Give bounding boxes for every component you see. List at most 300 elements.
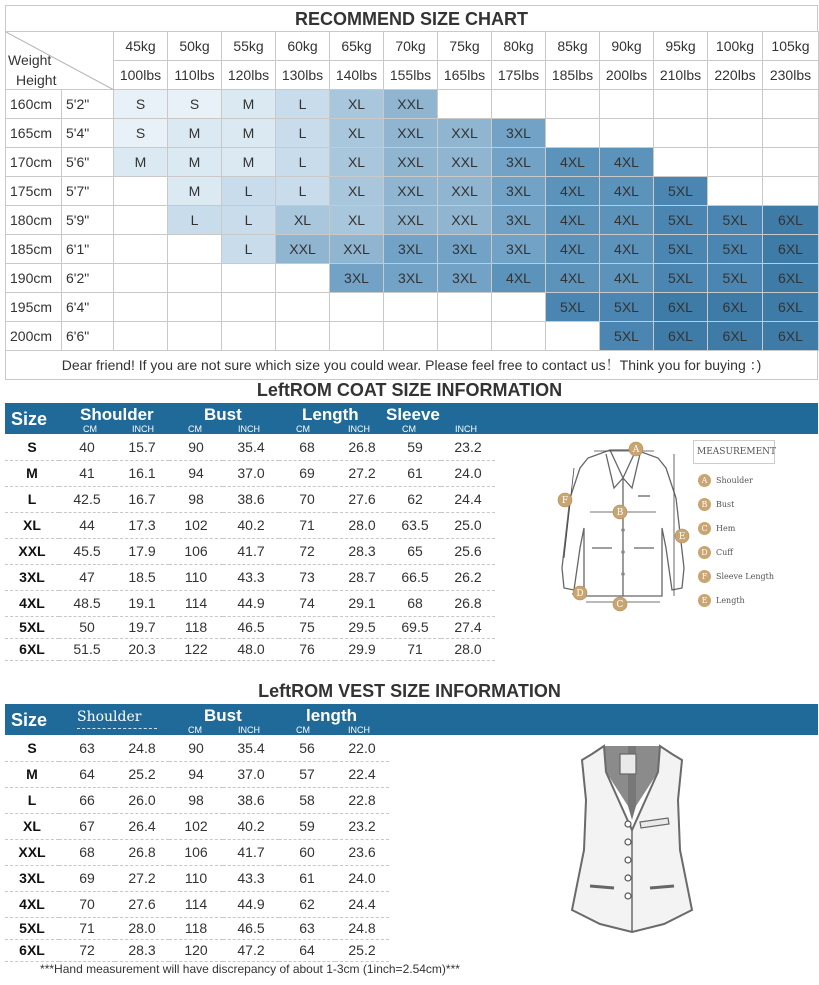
measure-value: 16.1 [115, 460, 169, 486]
height-label: Height [16, 72, 57, 88]
table-row [5, 590, 495, 616]
measure-value: 57 [279, 761, 335, 787]
measure-value: 76 [279, 638, 335, 660]
size-cell: 3XL [492, 148, 546, 177]
table-row [5, 460, 495, 486]
size-cell: 3XL [492, 206, 546, 235]
measure-value: 73 [279, 564, 335, 590]
size-label: XXL [5, 839, 59, 865]
height-cm: 180cm [6, 206, 62, 235]
measure-value: 42.5 [59, 486, 115, 512]
measure-value: 26.0 [115, 787, 169, 813]
coat-header-sleeve: Sleeve [386, 405, 440, 424]
size-cell: 5XL [546, 293, 600, 322]
measure-value: 24.0 [335, 865, 389, 891]
weight-lbs-header: 110lbs [168, 61, 222, 90]
measure-value: 71 [279, 512, 335, 538]
recommend-row [6, 235, 819, 264]
measure-value: 48.0 [223, 638, 279, 660]
size-cell: 6XL [763, 235, 819, 264]
coat-header-bust: Bust [204, 405, 242, 424]
size-cell: 4XL [600, 206, 654, 235]
measure-value: 26.4 [115, 813, 169, 839]
measure-value: 102 [169, 512, 223, 538]
recommend-note: Dear friend! If you are not sure which size you could wear. Please feel free to contact us！Think you for buying ：) [5, 351, 818, 380]
size-cell: 4XL [546, 206, 600, 235]
height-in: 6'6" [62, 322, 114, 351]
measure-value: 110 [169, 865, 223, 891]
size-cell: XXL [384, 177, 438, 206]
vest-unit-cm: CM [296, 725, 310, 735]
size-cell [114, 235, 168, 264]
weight-lbs-header: 155lbs [384, 61, 438, 90]
measure-value: 114 [169, 590, 223, 616]
measure-value: 24.4 [335, 891, 389, 917]
size-cell [600, 90, 654, 119]
measure-value: 24.8 [115, 735, 169, 761]
measure-value: 27.4 [441, 616, 495, 638]
size-cell [384, 322, 438, 351]
size-cell [438, 90, 492, 119]
measure-value: 48.5 [59, 590, 115, 616]
coat-unit-cm: CM [402, 424, 416, 434]
size-cell [708, 177, 763, 206]
measure-value: 17.3 [115, 512, 169, 538]
size-cell: XL [330, 148, 384, 177]
measure-value: 69 [279, 460, 335, 486]
weight-kg-header: 90kg [600, 32, 654, 61]
measure-value: 64 [279, 939, 335, 961]
vest-header-size: Size [11, 710, 48, 730]
measure-value: 25.2 [115, 761, 169, 787]
coat-table [5, 434, 495, 661]
height-in: 6'2" [62, 264, 114, 293]
size-cell [708, 148, 763, 177]
size-cell: 5XL [654, 264, 708, 293]
legend-label: Sleeve Length [716, 572, 774, 582]
measure-value: 15.7 [115, 434, 169, 460]
size-cell [168, 235, 222, 264]
measure-value: 67 [59, 813, 115, 839]
coat-unit-inch: INCH [132, 424, 154, 434]
size-cell: 6XL [708, 322, 763, 351]
size-cell: M [114, 148, 168, 177]
height-cm: 170cm [6, 148, 62, 177]
height-cm: 175cm [6, 177, 62, 206]
legend-letter: E [698, 594, 711, 607]
size-cell: XXL [330, 235, 384, 264]
size-cell: XXL [438, 177, 492, 206]
size-cell: XXL [438, 148, 492, 177]
measure-value: 122 [169, 638, 223, 660]
table-row [5, 434, 495, 460]
measure-value: 25.0 [441, 512, 495, 538]
measure-value: 22.8 [335, 787, 389, 813]
measure-value: 23.2 [441, 434, 495, 460]
measure-value: 59 [389, 434, 441, 460]
size-cell [438, 322, 492, 351]
table-row [5, 891, 495, 917]
measure-value: 41.7 [223, 538, 279, 564]
measure-value: 61 [279, 865, 335, 891]
size-cell: M [168, 177, 222, 206]
measure-value: 28.7 [335, 564, 389, 590]
measure-value: 44 [59, 512, 115, 538]
legend-label: Hem [716, 524, 736, 534]
legend-letter: C [698, 522, 711, 535]
weight-kg-header: 80kg [492, 32, 546, 61]
measure-value: 23.6 [335, 839, 389, 865]
size-cell [114, 206, 168, 235]
measure-value: 64 [59, 761, 115, 787]
size-cell: 5XL [708, 264, 763, 293]
size-label: 3XL [5, 564, 59, 590]
size-label: 5XL [5, 616, 59, 638]
size-cell [276, 264, 330, 293]
size-cell [114, 322, 168, 351]
measure-value: 23.2 [335, 813, 389, 839]
size-cell [600, 119, 654, 148]
measure-value: 19.7 [115, 616, 169, 638]
size-cell [763, 177, 819, 206]
size-cell: 4XL [546, 264, 600, 293]
coat-header-bar [5, 403, 818, 434]
size-cell: 4XL [492, 264, 546, 293]
coat-header-shoulder: Shoulder [80, 405, 154, 424]
measure-value: 27.2 [115, 865, 169, 891]
marker-d-label: D [576, 589, 584, 599]
size-cell: L [168, 206, 222, 235]
measure-value: 98 [169, 787, 223, 813]
measure-value: 63.5 [389, 512, 441, 538]
recommend-row [6, 206, 819, 235]
measure-value: 38.6 [223, 787, 279, 813]
table-row [5, 865, 495, 891]
measure-value: 17.9 [115, 538, 169, 564]
legend-item [698, 472, 788, 488]
size-cell [276, 322, 330, 351]
measure-value: 69 [59, 865, 115, 891]
vest-figure [568, 740, 696, 936]
coat-header-length: Length [302, 405, 359, 424]
recommend-row [6, 119, 819, 148]
measure-value: 46.5 [223, 616, 279, 638]
size-cell: L [276, 90, 330, 119]
measure-value: 18.5 [115, 564, 169, 590]
measure-value: 69.5 [389, 616, 441, 638]
legend-item [698, 544, 788, 560]
measure-value: 68 [389, 590, 441, 616]
measure-value: 50 [59, 616, 115, 638]
measure-value: 47 [59, 564, 115, 590]
size-cell [222, 293, 276, 322]
recommend-grid [5, 31, 819, 351]
measure-value: 40 [59, 434, 115, 460]
size-cell [330, 322, 384, 351]
measure-value: 43.3 [223, 865, 279, 891]
size-label: XL [5, 512, 59, 538]
measure-value: 94 [169, 761, 223, 787]
measure-value: 51.5 [59, 638, 115, 660]
size-cell: L [276, 177, 330, 206]
recommend-row [6, 322, 819, 351]
table-row [5, 538, 495, 564]
coat-unit-inch: INCH [348, 424, 370, 434]
weight-kg-header: 100kg [708, 32, 763, 61]
size-cell: 4XL [600, 177, 654, 206]
coat-diagram [550, 438, 690, 618]
size-cell [114, 293, 168, 322]
recommend-title: RECOMMEND SIZE CHART [5, 5, 818, 31]
size-cell: 3XL [330, 264, 384, 293]
weight-lbs-header: 165lbs [438, 61, 492, 90]
size-label: 6XL [5, 638, 59, 660]
measure-value: 45.5 [59, 538, 115, 564]
size-cell: M [168, 148, 222, 177]
size-cell [384, 293, 438, 322]
size-cell: 6XL [763, 293, 819, 322]
size-cell [276, 293, 330, 322]
height-cm: 195cm [6, 293, 62, 322]
legend-letter: A [698, 474, 711, 487]
size-cell: 3XL [438, 235, 492, 264]
measure-value: 25.6 [441, 538, 495, 564]
size-cell [168, 264, 222, 293]
measure-value: 28.3 [335, 538, 389, 564]
measure-value: 22.0 [335, 735, 389, 761]
measure-value: 63 [59, 735, 115, 761]
coat-unit-inch: INCH [455, 424, 477, 434]
size-cell [168, 293, 222, 322]
legend-label: Length [716, 596, 745, 606]
size-cell: 4XL [600, 148, 654, 177]
measure-value: 59 [279, 813, 335, 839]
size-cell [492, 322, 546, 351]
size-cell: 6XL [654, 293, 708, 322]
measure-value: 75 [279, 616, 335, 638]
measure-value: 40.2 [223, 512, 279, 538]
measure-value: 72 [59, 939, 115, 961]
measure-value: 90 [169, 434, 223, 460]
table-row [5, 638, 495, 660]
coat-measurement-figure [550, 438, 785, 618]
size-cell: 6XL [763, 322, 819, 351]
coat-unit-cm: CM [188, 424, 202, 434]
height-in: 5'7" [62, 177, 114, 206]
weight-kg-header: 95kg [654, 32, 708, 61]
size-cell [168, 322, 222, 351]
size-cell [546, 90, 600, 119]
size-cell: S [114, 119, 168, 148]
size-cell [222, 264, 276, 293]
vest-header-bar [5, 704, 818, 735]
table-row [5, 616, 495, 638]
measure-value: 19.1 [115, 590, 169, 616]
measure-value: 66.5 [389, 564, 441, 590]
size-cell [438, 293, 492, 322]
size-cell: 5XL [708, 235, 763, 264]
marker-a-label: A [632, 445, 640, 455]
weight-lbs-header: 185lbs [546, 61, 600, 90]
measure-value: 37.0 [223, 460, 279, 486]
weight-kg-header: 60kg [276, 32, 330, 61]
weight-lbs-header: 130lbs [276, 61, 330, 90]
measure-value: 56 [279, 735, 335, 761]
coat-unit-cm: CM [83, 424, 97, 434]
recommend-row [6, 148, 819, 177]
measure-value: 70 [279, 486, 335, 512]
height-in: 6'4" [62, 293, 114, 322]
weight-kg-header: 50kg [168, 32, 222, 61]
measure-value: 118 [169, 917, 223, 939]
size-cell: M [222, 119, 276, 148]
measure-value: 27.2 [335, 460, 389, 486]
measure-value: 26.8 [335, 434, 389, 460]
measure-value: 68 [59, 839, 115, 865]
measure-value: 28.0 [115, 917, 169, 939]
legend-label: Cuff [716, 548, 733, 558]
size-cell: L [222, 206, 276, 235]
size-label: M [5, 761, 59, 787]
size-label: S [5, 434, 59, 460]
vest-shoulder-underline [77, 728, 157, 729]
height-in: 5'2" [62, 90, 114, 119]
coat-unit-cm: CM [296, 424, 310, 434]
measure-value: 29.5 [335, 616, 389, 638]
measure-value: 28.0 [441, 638, 495, 660]
weight-lbs-header: 140lbs [330, 61, 384, 90]
weight-height-corner [6, 32, 114, 90]
size-cell [546, 119, 600, 148]
measure-value: 27.6 [335, 486, 389, 512]
measure-value: 90 [169, 735, 223, 761]
measure-value: 24.8 [335, 917, 389, 939]
measure-value: 20.3 [115, 638, 169, 660]
weight-lbs-header: 120lbs [222, 61, 276, 90]
vest-header-length: length [306, 706, 357, 725]
size-label: S [5, 735, 59, 761]
size-cell: XL [276, 206, 330, 235]
measure-value: 63 [279, 917, 335, 939]
weight-kg-header: 75kg [438, 32, 492, 61]
size-cell [708, 90, 763, 119]
size-cell: L [222, 177, 276, 206]
weight-kg-header: 70kg [384, 32, 438, 61]
measure-value: 41 [59, 460, 115, 486]
weight-label: Weight [8, 52, 52, 68]
table-row [5, 761, 495, 787]
measure-value: 44.9 [223, 891, 279, 917]
size-cell: XL [330, 119, 384, 148]
measure-value: 29.9 [335, 638, 389, 660]
measure-value: 58 [279, 787, 335, 813]
measure-value: 40.2 [223, 813, 279, 839]
coat-header-size: Size [11, 409, 48, 429]
size-cell: XXL [384, 119, 438, 148]
weight-lbs-header: 100lbs [114, 61, 168, 90]
measure-value: 61 [389, 460, 441, 486]
size-cell [114, 177, 168, 206]
height-cm: 200cm [6, 322, 62, 351]
size-cell: 5XL [654, 235, 708, 264]
measure-value: 43.3 [223, 564, 279, 590]
footnote: ***Hand measurement will have discrepancy of about 1-3cm (1inch=2.54cm)*** [40, 962, 460, 976]
height-cm: 160cm [6, 90, 62, 119]
marker-f-label: F [561, 496, 569, 506]
size-cell: L [276, 119, 330, 148]
measure-value: 26.8 [441, 590, 495, 616]
size-cell [654, 90, 708, 119]
size-cell: 4XL [546, 177, 600, 206]
measure-value: 28.3 [115, 939, 169, 961]
measurement-title: MEASUREMENT [693, 440, 775, 464]
legend-item [698, 520, 788, 536]
height-in: 5'4" [62, 119, 114, 148]
measure-value: 66 [59, 787, 115, 813]
size-cell: 5XL [654, 206, 708, 235]
height-cm: 165cm [6, 119, 62, 148]
measure-value: 60 [279, 839, 335, 865]
size-cell [763, 90, 819, 119]
vest-diagram [568, 740, 696, 936]
size-cell: XXL [438, 119, 492, 148]
size-cell: M [168, 119, 222, 148]
size-label: 5XL [5, 917, 59, 939]
measure-value: 41.7 [223, 839, 279, 865]
weight-kg-header: 65kg [330, 32, 384, 61]
table-row [5, 839, 495, 865]
size-cell: 5XL [600, 293, 654, 322]
size-label: XL [5, 813, 59, 839]
legend-item [698, 568, 788, 584]
weight-lbs-header: 220lbs [708, 61, 763, 90]
size-cell: 5XL [654, 177, 708, 206]
recommend-row [6, 90, 819, 119]
weight-lbs-header: 175lbs [492, 61, 546, 90]
coat-section-title: LeftROM COAT SIZE INFORMATION [256, 380, 563, 400]
size-cell: S [168, 90, 222, 119]
size-cell [763, 119, 819, 148]
size-cell: 3XL [492, 235, 546, 264]
vest-unit-cm: CM [188, 725, 202, 735]
table-row [5, 939, 495, 961]
weight-kg-header: 55kg [222, 32, 276, 61]
legend-item [698, 592, 788, 608]
recommend-row [6, 293, 819, 322]
vest-header-bust: Bust [204, 706, 242, 725]
size-cell: 3XL [438, 264, 492, 293]
size-cell: XXL [438, 206, 492, 235]
size-cell: M [222, 148, 276, 177]
size-label: 4XL [5, 590, 59, 616]
measure-value: 120 [169, 939, 223, 961]
size-cell: 4XL [600, 235, 654, 264]
measure-value: 62 [389, 486, 441, 512]
measure-value: 74 [279, 590, 335, 616]
size-label: M [5, 460, 59, 486]
measure-value: 118 [169, 616, 223, 638]
size-label: L [5, 787, 59, 813]
vest-table [5, 735, 495, 962]
legend-letter: B [698, 498, 711, 511]
size-cell [222, 322, 276, 351]
marker-b-label: B [616, 508, 624, 518]
size-cell: XXL [384, 206, 438, 235]
size-cell: 6XL [708, 293, 763, 322]
size-cell [546, 322, 600, 351]
measure-value: 29.1 [335, 590, 389, 616]
marker-c-label: C [616, 600, 624, 610]
